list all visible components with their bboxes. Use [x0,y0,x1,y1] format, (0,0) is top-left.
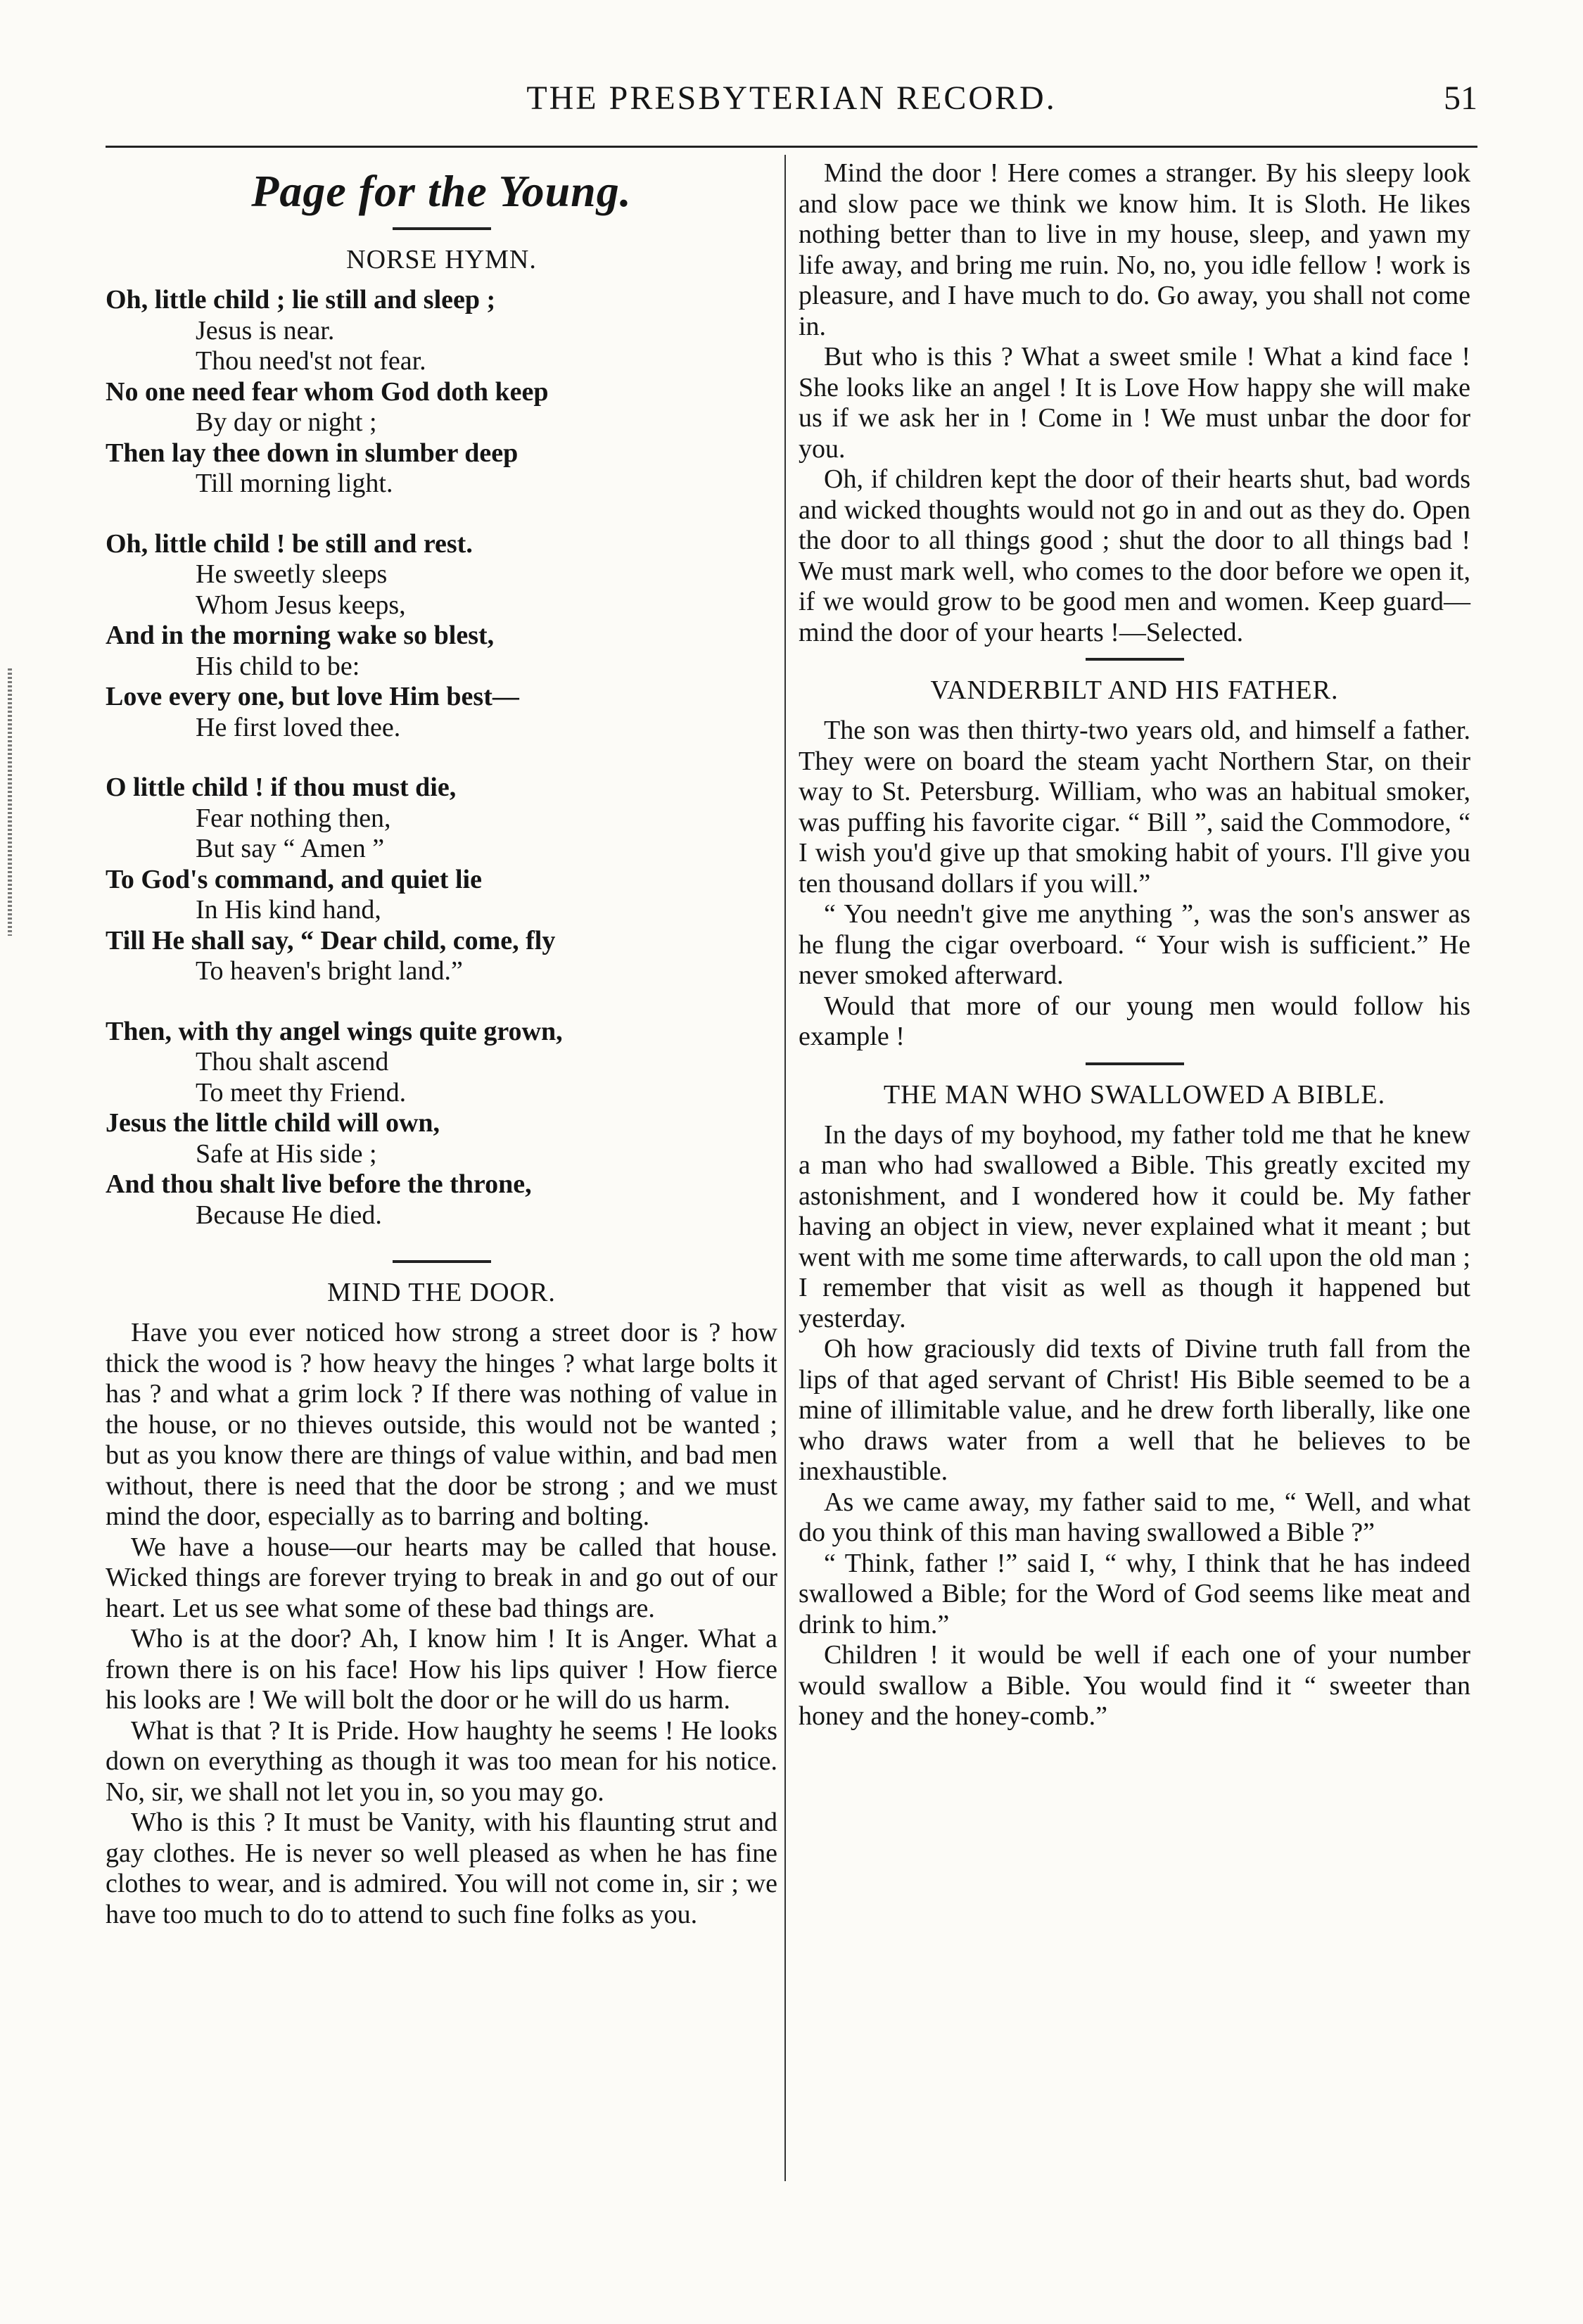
poem-line: Oh, little child ; lie still and sleep ; [106,285,496,315]
norse-hymn-heading: NORSE HYMN. [346,245,537,274]
bible-heading: THE MAN WHO SWALLOWED A BIBLE. [883,1079,1386,1110]
paragraph: Have you ever noticed how strong a street door is ? how thick the wood is ? how heavy the hinges ? what large bolts it has ? and what a grim lock ? If there was nothing of value in the house, or no thieves outside, this would not be wanted ; but as you know there are things of value within, and bad men without, there is need that the door be strong ; and we must mind the door, especially as to barring and bolting. [106,1318,777,1531]
bible-body [799,1120,1470,1732]
article-rule [1086,1062,1184,1065]
poem-stanza [106,529,777,744]
poem-line: Then lay thee down in slumber deep [106,438,519,468]
norse-hymn-poem [106,285,777,1231]
vanderbilt-heading: VANDERBILT AND HIS FATHER. [930,675,1339,705]
poem-line: Till He shall say, “ Dear child, come, fly [106,925,556,955]
paragraph: As we came away, my father said to me, “ Well, and what do you think of this man having swallowed a Bible ?” [799,1487,1470,1547]
poem-line: Whom Jesus keeps, [196,590,406,620]
header-rule [106,146,1477,148]
poem-line: Jesus is near. [196,315,335,345]
paragraph: Who is this ? It must be Vanity, with his flaunting strut and gay clothes. He is never so well pleased as when he has fine clothes to wear, and is admired. You will not come in, sir ; we have too much to do to attend to such fine folks as you. [106,1808,777,1929]
page-header [106,79,1477,128]
poem-line: Fear nothing then, [196,803,391,833]
paragraph: Oh, if children kept the door of their hearts shut, bad words and wicked thoughts would not go in and out as they do. Open the door to all things good ; shut the door to all things bad ! We must mark well, who comes to the door before we open it, if we would grow to be good men and women. Keep guard—mind the door of your hearts !—Selected. [799,464,1470,647]
poem-line: He first loved thee. [196,712,401,742]
paragraph: Mind the door ! Here comes a stranger. By his sleepy look and slow pace we think we know him. It is Sloth. He likes nothing better than to live in my house, sleep, and yawn my life away, and bring me ruin. No, no, you idle fellow ! work is pleasure, and I have much to do. Go away, you shall not come in. [799,158,1470,341]
paragraph: Would that more of our young men would follow his example ! [799,991,1470,1051]
paragraph: We have a house—our hearts may be called that house. Wicked things are forever trying to break in and go out of our heart. Let us see what some of these bad things are. [106,1532,777,1623]
poem-line: And in the morning wake so blest, [106,621,495,650]
article-rule [393,1260,491,1263]
poem-line: To meet thy Friend. [196,1077,407,1107]
poem-line: To heaven's bright land.” [196,956,463,986]
poem-line: Oh, little child ! be still and rest. [106,528,473,559]
poem-line: By day or night ; [196,407,377,437]
poem-line: No one need fear whom God doth keep [106,376,549,407]
paragraph: Oh how graciously did texts of Divine truth fall from the lips of that aged servant of Christ! His Bible seemed to be a mine of illimitable value, and he drew forth liberally, like one who draws water from a well that he believes to be inexhaustible. [799,1334,1470,1486]
mind-the-door-heading: MIND THE DOOR. [327,1278,556,1307]
column-divider [784,155,786,2181]
left-column [106,158,777,1930]
poem-line: But say “ Amen ” [196,834,385,863]
paragraph: Children ! it would be well if each one of your number would swallow a Bible. You would find it “ sweeter than honey and the honey-comb.” [799,1640,1470,1731]
poem-stanza [106,1017,777,1231]
poem-line: Safe at His side ; [196,1138,377,1169]
section-rule [393,227,491,230]
right-column [799,158,1470,1732]
poem-line: Till morning light. [196,469,393,498]
poem-line: In His kind hand, [196,895,381,925]
poem-line: And thou shalt live before the throne, [106,1169,532,1199]
poem-line: He sweetly sleeps [196,559,388,589]
poem-stanza [106,285,777,500]
paragraph: What is that ? It is Pride. How haughty he seems ! He looks down on everything as though it was too mean for his notice. No, sir, we shall not let you in, so you may go. [106,1715,777,1807]
poem-line: Then, with thy angel wings quite grown, [106,1016,563,1046]
paragraph: Who is at the door? Ah, I know him ! It is Anger. What a frown there is on his face! How his lips quiver ! How fierce his looks are ! We will bolt the door or he will do us harm. [106,1624,777,1715]
poem-line: His child to be: [196,651,360,681]
poem-line: O little child ! if thou must die, [106,773,457,802]
mind-the-door-body [106,1318,777,1930]
mind-the-door-continued [799,158,1470,648]
poem-line: Because He died. [196,1200,382,1230]
paragraph: “ You needn't give me anything ”, was the son's answer as he flung the cigar overboard. “ Your wish is sufficient.” He never smoked afterward. [799,899,1470,990]
paragraph: The son was then thirty-two years old, and himself a father. They were on board the steam yacht Northern Star, on their way to St. Petersburg. William, who was an habitual smoker, was puffing his favorite cigar. “ Bill ”, said the Commodore, “ I wish you'd give up that smoking habit of yours. I'll give you ten thousand dollars if you will.” [799,716,1470,899]
paragraph: But who is this ? What a sweet smile ! What a kind face ! She looks like an angel ! It is Love How happy she will make us if we ask her in ! Come in ! We must unbar the door for you. [799,342,1470,464]
poem-line: Thou need'st not fear. [196,346,426,376]
poem-line: To God's command, and quiet lie [106,864,482,894]
margin-binding-mark [8,668,12,936]
vanderbilt-body [799,716,1470,1053]
poem-line: Thou shalt ascend [196,1047,389,1077]
article-rule [1086,658,1184,661]
running-title: THE PRESBYTERIAN RECORD. [526,80,1057,117]
paragraph: In the days of my boyhood, my father told me that he knew a man who had swallowed a Bible. This greatly excited my astonishment, and I wondered how it could be. My father having an object in view, never explained what it meant ; but went with me some time afterwards, to call upon the old man ; I remember that visit as well as though it happened but yesterday. [799,1119,1470,1333]
section-title: Page for the Young. [251,166,632,216]
poem-line: Love every one, but love Him best— [106,682,519,711]
poem-stanza [106,773,777,987]
page-number: 51 [1444,80,1477,117]
poem-line: Jesus the little child will own, [106,1108,440,1138]
paragraph: “ Think, father !” said I, “ why, I think that he has indeed swallowed a Bible; for the Word of God seems like meat and drink to him.” [799,1548,1470,1639]
